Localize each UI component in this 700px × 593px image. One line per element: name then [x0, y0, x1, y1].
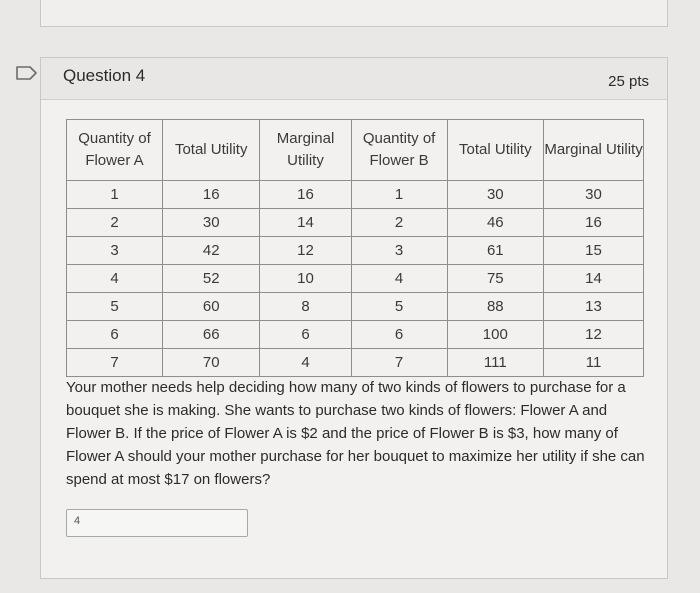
table-cell: 14 — [544, 265, 644, 293]
table-row — [67, 349, 644, 377]
table-cell: 12 — [544, 321, 644, 349]
table-row — [67, 321, 644, 349]
table-cell: 66 — [162, 321, 259, 349]
table-cell: 2 — [67, 209, 163, 237]
table-row — [67, 237, 644, 265]
question-card — [40, 57, 668, 579]
table-cell: 100 — [447, 321, 543, 349]
header-marginal-utility-a: Marginal Utility — [260, 120, 351, 181]
table-cell: 30 — [544, 181, 644, 209]
table-cell: 3 — [351, 237, 447, 265]
question-points: 25 pts — [608, 73, 649, 90]
question-header — [41, 58, 667, 100]
table-cell: 6 — [351, 321, 447, 349]
table-cell: 4 — [260, 349, 351, 377]
table-cell: 11 — [544, 349, 644, 377]
table-cell: 30 — [162, 209, 259, 237]
question-title: Question 4 — [63, 66, 146, 85]
table-row — [67, 181, 644, 209]
table-cell: 75 — [447, 265, 543, 293]
table-cell: 6 — [67, 321, 163, 349]
header-total-utility-a: Total Utility — [162, 120, 259, 181]
table-cell: 2 — [351, 209, 447, 237]
answer-input[interactable]: 4 — [66, 509, 248, 537]
question-text: Your mother needs help deciding how many of two kinds of flowers to purchase for a bouquet she is making. She wants to purchase two kinds of flowers: Flower A and Flower B. If the price of Flower A is $2 and the price of Flower B is $3, how many of Flower A should your mother purchase for her bouquet to maximize her utility if she can spend at most $17 on flowers? — [66, 379, 645, 488]
table-cell: 70 — [162, 349, 259, 377]
table-cell: 12 — [260, 237, 351, 265]
table-row — [67, 265, 644, 293]
table-cell: 13 — [544, 293, 644, 321]
table-cell: 7 — [67, 349, 163, 377]
table-cell: 5 — [351, 293, 447, 321]
table-cell: 1 — [351, 181, 447, 209]
table-cell: 4 — [67, 265, 163, 293]
table-cell: 111 — [447, 349, 543, 377]
table-cell: 1 — [67, 181, 163, 209]
flag-icon[interactable] — [16, 66, 38, 80]
table-cell: 46 — [447, 209, 543, 237]
table-cell: 42 — [162, 237, 259, 265]
table-cell: 15 — [544, 237, 644, 265]
table-cell: 7 — [351, 349, 447, 377]
header-quantity-a: Quantity of Flower A — [67, 120, 163, 181]
table-cell: 5 — [67, 293, 163, 321]
table-cell: 4 — [351, 265, 447, 293]
table-cell: 8 — [260, 293, 351, 321]
previous-question-box — [40, 0, 668, 27]
table-cell: 16 — [544, 209, 644, 237]
table-cell: 16 — [162, 181, 259, 209]
table-row — [67, 209, 644, 237]
header-quantity-b: Quantity of Flower B — [351, 120, 447, 181]
table-cell: 3 — [67, 237, 163, 265]
table-cell: 14 — [260, 209, 351, 237]
header-total-utility-b: Total Utility — [447, 120, 543, 181]
table-cell: 30 — [447, 181, 543, 209]
table-cell: 52 — [162, 265, 259, 293]
table-cell: 10 — [260, 265, 351, 293]
table-cell: 16 — [260, 181, 351, 209]
table-cell: 61 — [447, 237, 543, 265]
table-cell: 6 — [260, 321, 351, 349]
table-cell: 88 — [447, 293, 543, 321]
table-header-row — [67, 120, 644, 181]
table-row — [67, 293, 644, 321]
header-marginal-utility-b: Marginal Utility — [544, 120, 644, 181]
utility-table — [66, 119, 644, 377]
table-cell: 60 — [162, 293, 259, 321]
